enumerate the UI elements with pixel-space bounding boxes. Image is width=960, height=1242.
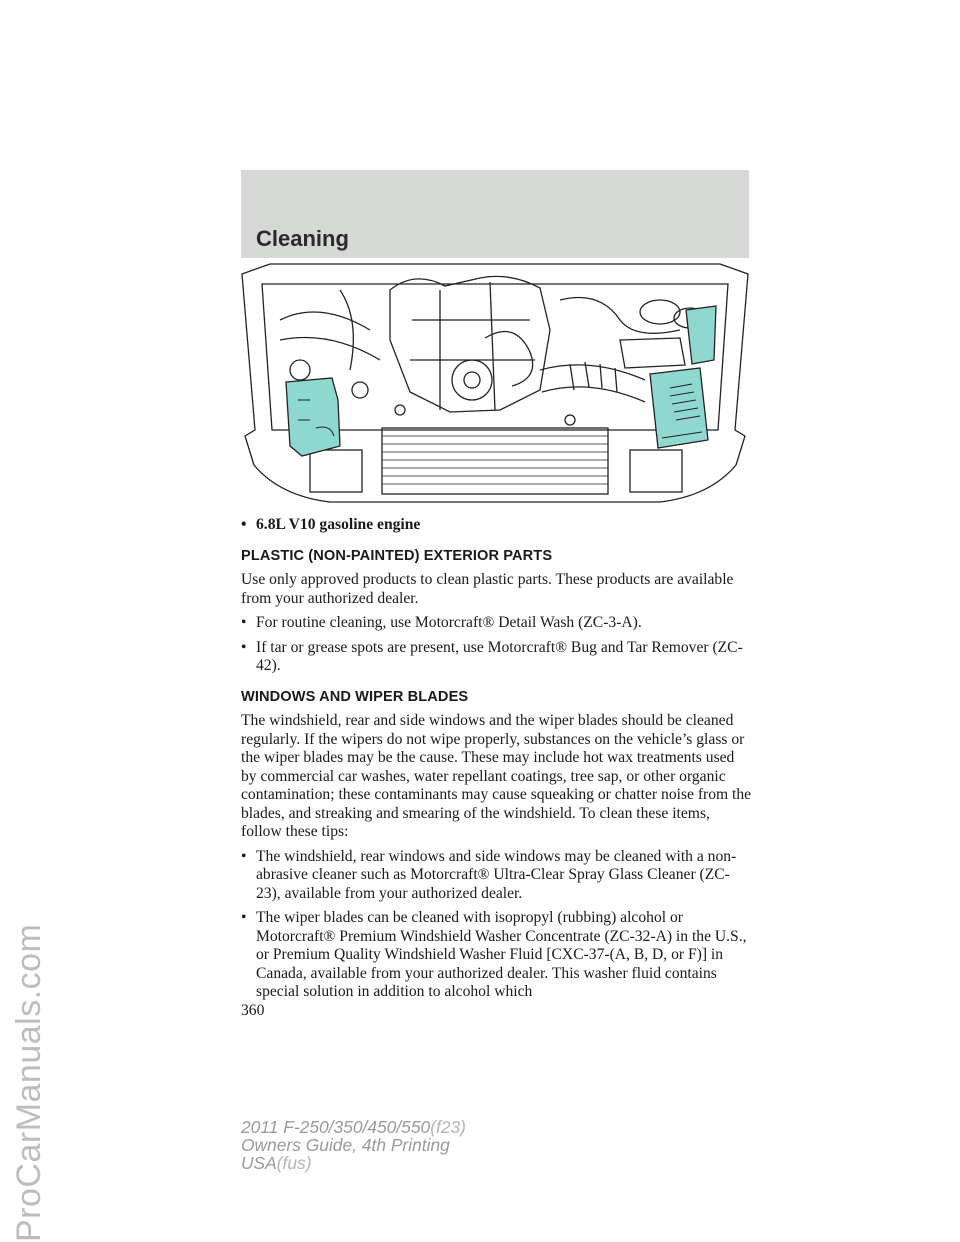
paragraph-windows-wipers: The windshield, rear and side windows and the wiper blades should be cleaned regularly. If the wipers do not wipe properly, substances on the vehicle’s glass or the wiper blades may be the cause. These may include hot wax treatments used by commercial car washes, water repellant coatings, tree sap, or other organic contamination; these contaminants may cause squeaking or chatter noise from the blades, and streaking and smearing of the windshield. To clean these items, follow these tips: — [241, 712, 752, 840]
list-item: • The wiper blades can be cleaned with isopropyl (rubbing) alcohol or Motorcraft® Premium Windshield Washer Concentrate (ZC-32-A) in the U.S., or Premium Quality Windshield Washer Fluid [CXC-37-(A, B, D, or F)] in Canada, available from your authorized dealer. This washer fluid contains special solution in addition to alcohol which — [241, 909, 747, 1000]
page-number: 360 — [241, 1002, 265, 1019]
list-item: • The windshield, rear windows and side windows may be cleaned with a non-abrasive cleaner such as Motorcraft® Ultra-Clear Spray Glass Cleaner (ZC-23), available from your authorized dealer. — [241, 847, 737, 902]
list-item: • If tar or grease spots are present, use Motorcraft® Bug and Tar Remover (ZC-42). — [241, 638, 743, 674]
footer-line-region: USA(fus) — [241, 1153, 312, 1173]
footer-line-model: 2011 F-250/350/450/550(f23) — [241, 1117, 466, 1137]
list-item: • For routine cleaning, use Motorcraft® Detail Wash (ZC-3-A). — [241, 614, 642, 631]
section-title: Cleaning — [256, 226, 349, 251]
engine-compartment-illustration — [240, 260, 750, 512]
section-heading-windows-wipers: WINDOWS AND WIPER BLADES — [241, 688, 469, 705]
watermark: ProCarManuals.com — [10, 923, 48, 1242]
paragraph-plastic-parts: Use only approved products to clean plastic parts. These products are available from your authorized dealer. — [241, 571, 734, 607]
document-footer — [241, 1118, 466, 1172]
page-content — [241, 516, 753, 1008]
section-heading-plastic-parts: PLASTIC (NON-PAINTED) EXTERIOR PARTS — [241, 547, 553, 564]
footer-line-printing: Owners Guide, 4th Printing — [241, 1135, 450, 1155]
figure-caption: • 6.8L V10 gasoline engine — [241, 516, 421, 533]
